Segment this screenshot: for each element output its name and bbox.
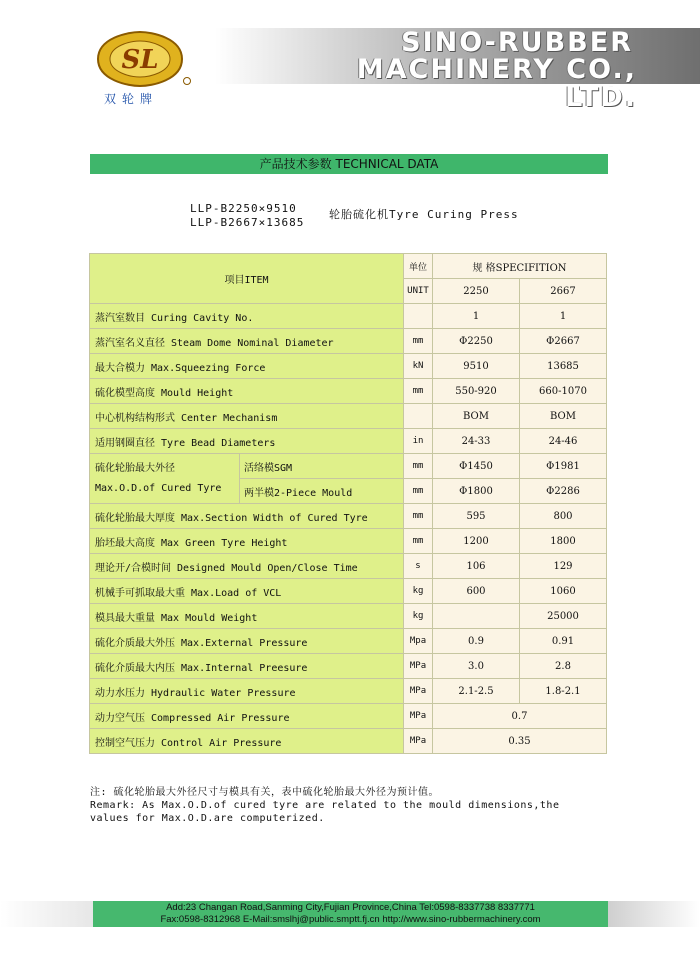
table-row xyxy=(90,329,607,354)
row-value-2667: 129 xyxy=(520,554,607,579)
row-value-2250: 600 xyxy=(433,579,520,604)
model-col-2667: 2667 xyxy=(520,279,607,304)
row-value-2250: 1200 xyxy=(433,529,520,554)
unit-header: 单位 xyxy=(404,254,433,279)
row-value-2250: 9510 xyxy=(433,354,520,379)
row-value-2667: Φ2667 xyxy=(520,329,607,354)
footer-address: Add:23 Changan Road,Sanming City,Fujian Province,China Tel:0598-8337738 8337771 xyxy=(166,902,535,913)
row-unit: mm xyxy=(404,379,433,404)
technical-data-table xyxy=(89,253,607,754)
table-row xyxy=(90,704,607,729)
footer-contact xyxy=(93,901,608,927)
table-row xyxy=(90,654,607,679)
footer-fax-email-web: Fax:0598-8312968 E-Mail:smslhj@public.smptt.fj.cn http://www.sino-rubbermachinery.com xyxy=(160,914,541,925)
brand-name-cn: 双轮牌 xyxy=(104,92,159,106)
row-unit: kg xyxy=(404,579,433,604)
item-header: 项目ITEM xyxy=(90,254,404,304)
table-row xyxy=(90,529,607,554)
table-row-cured-tyre-sgm xyxy=(90,454,607,479)
row-label: 胎坯最大高度 Max Green Tyre Height xyxy=(90,529,404,554)
row-value-2667: 2.8 xyxy=(520,654,607,679)
model-numbers xyxy=(190,202,304,230)
row-value-2250: 550-920 xyxy=(433,379,520,404)
table-row xyxy=(90,429,607,454)
row-value-2250: 1 xyxy=(433,304,520,329)
row-value-2250: 24-33 xyxy=(433,429,520,454)
row-unit: in xyxy=(404,429,433,454)
row-unit: MPa xyxy=(404,729,433,754)
row-value-2250 xyxy=(433,604,520,629)
logo-lettering: SL xyxy=(121,45,159,75)
table-row xyxy=(90,729,607,754)
row-unit: MPa xyxy=(404,654,433,679)
row-unit: Mpa xyxy=(404,629,433,654)
row-label: 动力水压力 Hydraulic Water Pressure xyxy=(90,679,404,704)
cured-tyre-label xyxy=(90,454,240,504)
row-value-2250: 0.9 xyxy=(433,629,520,654)
row-label: 中心机构结构形式 Center Mechanism xyxy=(90,404,404,429)
row-value-2250: Φ1800 xyxy=(433,479,520,504)
row-value-2667: 1.8-2.1 xyxy=(520,679,607,704)
row-value-2250: Φ2250 xyxy=(433,329,520,354)
row-value-2250: 595 xyxy=(433,504,520,529)
table-row xyxy=(90,304,607,329)
model-col-2250: 2250 xyxy=(433,279,520,304)
table-row xyxy=(90,679,607,704)
table-row xyxy=(90,354,607,379)
row-unit: MPa xyxy=(404,704,433,729)
table-row xyxy=(90,579,607,604)
unit-header-en: UNIT xyxy=(404,279,433,304)
row-value-2667: 800 xyxy=(520,504,607,529)
table-row xyxy=(90,504,607,529)
sub-row-label: 两半模2-Piece Mould xyxy=(240,479,404,504)
row-value-2250: Φ1450 xyxy=(433,454,520,479)
remark-cn: 注: 硫化轮胎最大外径尺寸与模具有关，表中硫化轮胎最大外径为预计值。 xyxy=(90,787,440,798)
company-name-line1: SINO-RUBBER xyxy=(401,27,633,58)
row-label: 适用钢圈直径 Tyre Bead Diameters xyxy=(90,429,404,454)
table-row xyxy=(90,404,607,429)
row-value-2667: 13685 xyxy=(520,354,607,379)
row-label: 蒸汽室数目 Curing Cavity No. xyxy=(90,304,404,329)
cured-tyre-label-en: Max.O.D.of Cured Tyre xyxy=(95,482,222,494)
row-value-2667: 1800 xyxy=(520,529,607,554)
product-name: 轮胎硫化机Tyre Curing Press xyxy=(329,208,519,221)
row-value-2667: Φ1981 xyxy=(520,454,607,479)
company-name-line2: MACHINERY CO., LTD. xyxy=(356,54,637,113)
row-unit xyxy=(404,404,433,429)
row-unit: mm xyxy=(404,454,433,479)
row-unit: mm xyxy=(404,329,433,354)
company-name xyxy=(300,27,695,113)
cured-tyre-label-cn: 硫化轮胎最大外径 xyxy=(95,462,175,474)
row-label: 机械手可抓取最大重 Max.Load of VCL xyxy=(90,579,404,604)
table-row xyxy=(90,554,607,579)
table-row xyxy=(90,604,607,629)
row-value-2250: 3.0 xyxy=(433,654,520,679)
row-value-2667: 0.91 xyxy=(520,629,607,654)
row-value-2667: BOM xyxy=(520,404,607,429)
row-label: 硫化轮胎最大厚度 Max.Section Width of Cured Tyre xyxy=(90,504,404,529)
section-title: 产品技术参数 TECHNICAL DATA xyxy=(90,154,608,174)
spec-header: 规 格SPECIFITION xyxy=(433,254,607,279)
row-unit xyxy=(404,304,433,329)
row-value-2667: 24-46 xyxy=(520,429,607,454)
table-row xyxy=(90,629,607,654)
row-value-2667: 25000 xyxy=(520,604,607,629)
row-value-2667: 1060 xyxy=(520,579,607,604)
row-value-merged: 0.7 xyxy=(433,704,607,729)
remark-note xyxy=(90,786,610,825)
row-label: 硫化介质最大内压 Max.Internal Preesure xyxy=(90,654,404,679)
row-label: 控制空气压力 Control Air Pressure xyxy=(90,729,404,754)
table-header-row xyxy=(90,254,607,279)
row-value-2667: 1 xyxy=(520,304,607,329)
row-value-2250: 106 xyxy=(433,554,520,579)
row-unit: mm xyxy=(404,479,433,504)
sub-row-label: 活络模SGM xyxy=(240,454,404,479)
model-number-2: LLP-B2667×13685 xyxy=(190,216,305,229)
row-label: 蒸汽室名义直径 Steam Dome Nominal Diameter xyxy=(90,329,404,354)
row-value-2250: BOM xyxy=(433,404,520,429)
row-unit: MPa xyxy=(404,679,433,704)
row-unit: kg xyxy=(404,604,433,629)
row-label: 最大合模力 Max.Squeezing Force xyxy=(90,354,404,379)
row-label: 理论开/合模时间 Designed Mould Open/Close Time xyxy=(90,554,404,579)
company-logo xyxy=(88,30,192,88)
remark-en-line1: Remark: As Max.O.D.of cured tyre are related to the mould dimensions,the xyxy=(90,800,560,811)
row-unit: kN xyxy=(404,354,433,379)
model-number-1: LLP-B2250×9510 xyxy=(190,202,297,215)
row-value-2667: Φ2286 xyxy=(520,479,607,504)
row-value-merged: 0.35 xyxy=(433,729,607,754)
row-label: 硫化模型高度 Mould Height xyxy=(90,379,404,404)
row-label: 硫化介质最大外压 Max.External Pressure xyxy=(90,629,404,654)
header-banner xyxy=(0,0,700,112)
row-unit: mm xyxy=(404,529,433,554)
table-row xyxy=(90,379,607,404)
row-label: 动力空气压 Compressed Air Pressure xyxy=(90,704,404,729)
row-value-2667: 660-1070 xyxy=(520,379,607,404)
row-label: 模具最大重量 Max Mould Weight xyxy=(90,604,404,629)
row-unit: s xyxy=(404,554,433,579)
row-unit: mm xyxy=(404,504,433,529)
row-value-2250: 2.1-2.5 xyxy=(433,679,520,704)
remark-en-line2: values for Max.O.D.are computerized. xyxy=(90,813,325,824)
